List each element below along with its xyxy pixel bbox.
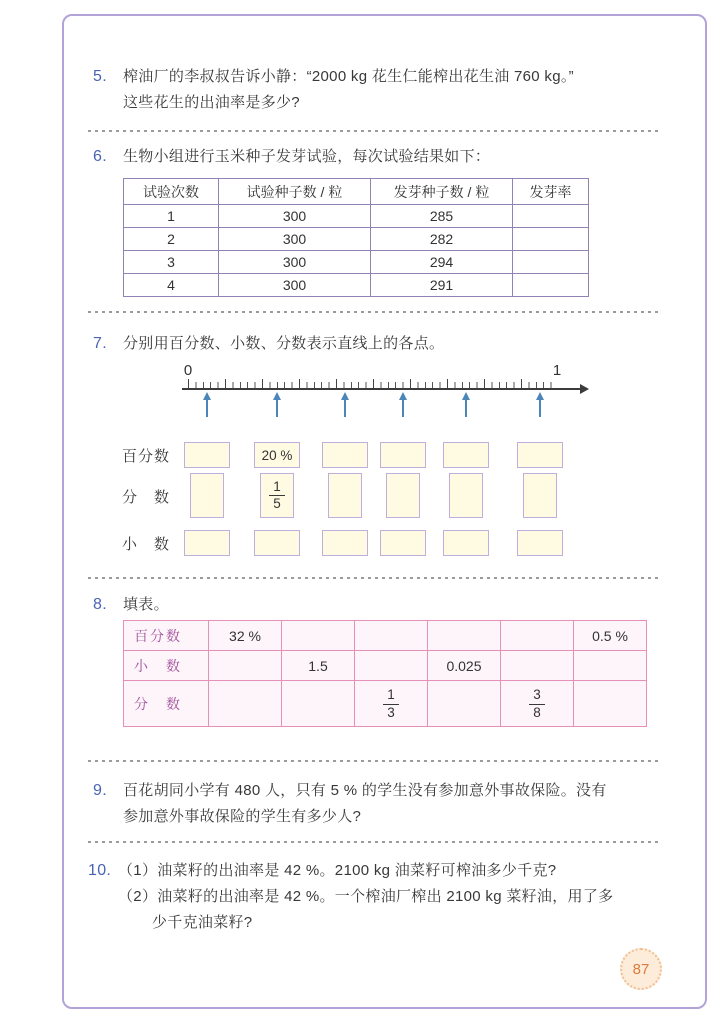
percent-answer-box-3 bbox=[322, 442, 368, 468]
t8-cell bbox=[355, 651, 428, 681]
table-row bbox=[124, 681, 647, 727]
table-row bbox=[124, 651, 647, 681]
t6-cell: 300 bbox=[219, 205, 371, 228]
t6-cell: 300 bbox=[219, 274, 371, 297]
problem-5 bbox=[93, 64, 574, 116]
decimal-row-label: 小 数 bbox=[122, 536, 171, 553]
point-arrow-icon bbox=[276, 400, 278, 417]
t8-cell bbox=[209, 681, 282, 727]
decimal-answer-box-2 bbox=[254, 530, 300, 556]
problem-10-number: 10. bbox=[88, 862, 112, 879]
fraction-answer-box-1 bbox=[190, 473, 224, 518]
problem-10-line-1: （1）油菜籽的出油率是 42 %。2100 kg 油菜籽可榨油多少千克? bbox=[118, 862, 557, 879]
fill-table bbox=[123, 620, 647, 727]
t6-cell: 291 bbox=[371, 274, 513, 297]
point-arrow-icon bbox=[402, 400, 404, 417]
t8-cell bbox=[282, 621, 355, 651]
t8-label-decimal: 小 数 bbox=[124, 651, 209, 681]
point-arrow-icon bbox=[206, 400, 208, 417]
decimal-answer-box-1 bbox=[184, 530, 230, 556]
table-row bbox=[124, 205, 589, 228]
germination-table bbox=[123, 178, 589, 297]
page-number-badge bbox=[620, 948, 662, 990]
t8-cell: 0.5 % bbox=[574, 621, 647, 651]
number-line bbox=[120, 360, 610, 424]
problem-5-line-1: 榨油厂的李叔叔告诉小静：“2000 kg 花生仁能榨出花生油 760 kg。” bbox=[123, 68, 574, 85]
point-arrow-icon bbox=[344, 400, 346, 417]
t6-header-germinated: 发芽种子数 / 粒 bbox=[371, 179, 513, 205]
t8-cell bbox=[501, 621, 574, 651]
table-row bbox=[124, 621, 647, 651]
page-number: 87 bbox=[632, 960, 650, 978]
table-row bbox=[124, 228, 589, 251]
table-row bbox=[124, 274, 589, 297]
decimal-answer-box-4 bbox=[380, 530, 426, 556]
t8-cell bbox=[209, 651, 282, 681]
percent-answer-box-6 bbox=[517, 442, 563, 468]
t6-cell: 2 bbox=[124, 228, 219, 251]
t8-cell bbox=[355, 621, 428, 651]
t6-cell bbox=[513, 228, 589, 251]
t8-cell bbox=[282, 681, 355, 727]
percent-answer-box-1 bbox=[184, 442, 230, 468]
fraction-one-third: $\frac{1}{3}$ bbox=[383, 687, 399, 720]
ruler-ticks bbox=[188, 379, 558, 388]
problem-10-line-3: 少千克油菜籽? bbox=[152, 914, 253, 931]
number-line-end-label: 1 bbox=[552, 362, 562, 379]
t6-cell: 300 bbox=[219, 251, 371, 274]
t8-label-fraction: 分 数 bbox=[124, 681, 209, 727]
decimal-answer-box-5 bbox=[443, 530, 489, 556]
problem-8 bbox=[93, 592, 169, 618]
dashed-divider bbox=[88, 841, 660, 843]
problem-5-line-2: 这些花生的出油率是多少? bbox=[123, 94, 300, 111]
decimal-answer-box-6 bbox=[517, 530, 563, 556]
t8-cell: 0.025 bbox=[428, 651, 501, 681]
fraction-answer-box-2 bbox=[260, 473, 294, 518]
problem-9-line-2: 参加意外事故保险的学生有多少人? bbox=[123, 808, 362, 825]
problem-7-number: 7. bbox=[93, 335, 107, 352]
dashed-divider bbox=[88, 311, 660, 313]
t8-cell: 1.5 bbox=[282, 651, 355, 681]
t6-header-rate: 发芽率 bbox=[513, 179, 589, 205]
fraction-answer-box-3 bbox=[328, 473, 362, 518]
problem-8-number: 8. bbox=[93, 596, 107, 613]
percent-answer-box-2: 20 % bbox=[254, 442, 300, 468]
fraction-three-eighths: $\frac{3}{8}$ bbox=[529, 687, 545, 720]
t6-cell: 282 bbox=[371, 228, 513, 251]
dashed-divider bbox=[88, 130, 660, 132]
problem-6 bbox=[93, 144, 490, 170]
t8-cell bbox=[428, 621, 501, 651]
point-arrow-icon bbox=[539, 400, 541, 417]
t6-cell bbox=[513, 205, 589, 228]
decimal-answer-box-3 bbox=[322, 530, 368, 556]
problem-9 bbox=[93, 778, 607, 830]
problem-10-line-2: （2）油菜籽的出油率是 42 %。一个榨油厂榨出 2100 kg 菜籽油，用了多 bbox=[118, 888, 614, 905]
percent-row-label: 百分数 bbox=[122, 448, 171, 465]
t8-cell: 32 % bbox=[209, 621, 282, 651]
t8-cell bbox=[501, 651, 574, 681]
dashed-divider bbox=[88, 577, 660, 579]
problem-8-intro: 填表。 bbox=[123, 596, 169, 613]
t6-cell bbox=[513, 251, 589, 274]
fraction-answer-box-5 bbox=[449, 473, 483, 518]
t6-cell: 294 bbox=[371, 251, 513, 274]
fraction-one-fifth: $\frac{1}{5}$ bbox=[269, 479, 285, 512]
table-row bbox=[124, 251, 589, 274]
t8-label-percent: 百分数 bbox=[124, 621, 209, 651]
t6-cell bbox=[513, 274, 589, 297]
problem-7-intro: 分别用百分数、小数、分数表示直线上的各点。 bbox=[123, 335, 445, 352]
problem-6-number: 6. bbox=[93, 148, 107, 165]
percent-answer-box-5 bbox=[443, 442, 489, 468]
problem-7 bbox=[93, 331, 444, 357]
number-line-start-label: 0 bbox=[183, 362, 193, 379]
table-header-row bbox=[124, 179, 589, 205]
t8-cell bbox=[574, 651, 647, 681]
t8-cell bbox=[501, 681, 574, 727]
number-line-axis bbox=[182, 388, 580, 390]
point-arrow-icon bbox=[465, 400, 467, 417]
t6-header-trial: 试验次数 bbox=[124, 179, 219, 205]
fraction-answer-box-4 bbox=[386, 473, 420, 518]
fraction-answer-box-6 bbox=[523, 473, 557, 518]
problem-9-line-1: 百花胡同小学有 480 人，只有 5 % 的学生没有参加意外事故保险。没有 bbox=[123, 782, 607, 799]
fraction-row-label: 分 数 bbox=[122, 489, 171, 506]
problem-10 bbox=[88, 858, 613, 936]
problem-6-intro: 生物小组进行玉米种子发芽试验，每次试验结果如下： bbox=[123, 148, 491, 165]
percent-answer-box-4 bbox=[380, 442, 426, 468]
problem-5-number: 5. bbox=[93, 68, 107, 85]
t6-cell: 300 bbox=[219, 228, 371, 251]
problem-9-number: 9. bbox=[93, 782, 107, 799]
t6-cell: 4 bbox=[124, 274, 219, 297]
t6-header-seeds: 试验种子数 / 粒 bbox=[219, 179, 371, 205]
t6-cell: 3 bbox=[124, 251, 219, 274]
dashed-divider bbox=[88, 760, 660, 762]
t6-cell: 285 bbox=[371, 205, 513, 228]
t8-cell bbox=[428, 681, 501, 727]
t8-cell bbox=[574, 681, 647, 727]
t8-cell bbox=[355, 681, 428, 727]
t6-cell: 1 bbox=[124, 205, 219, 228]
